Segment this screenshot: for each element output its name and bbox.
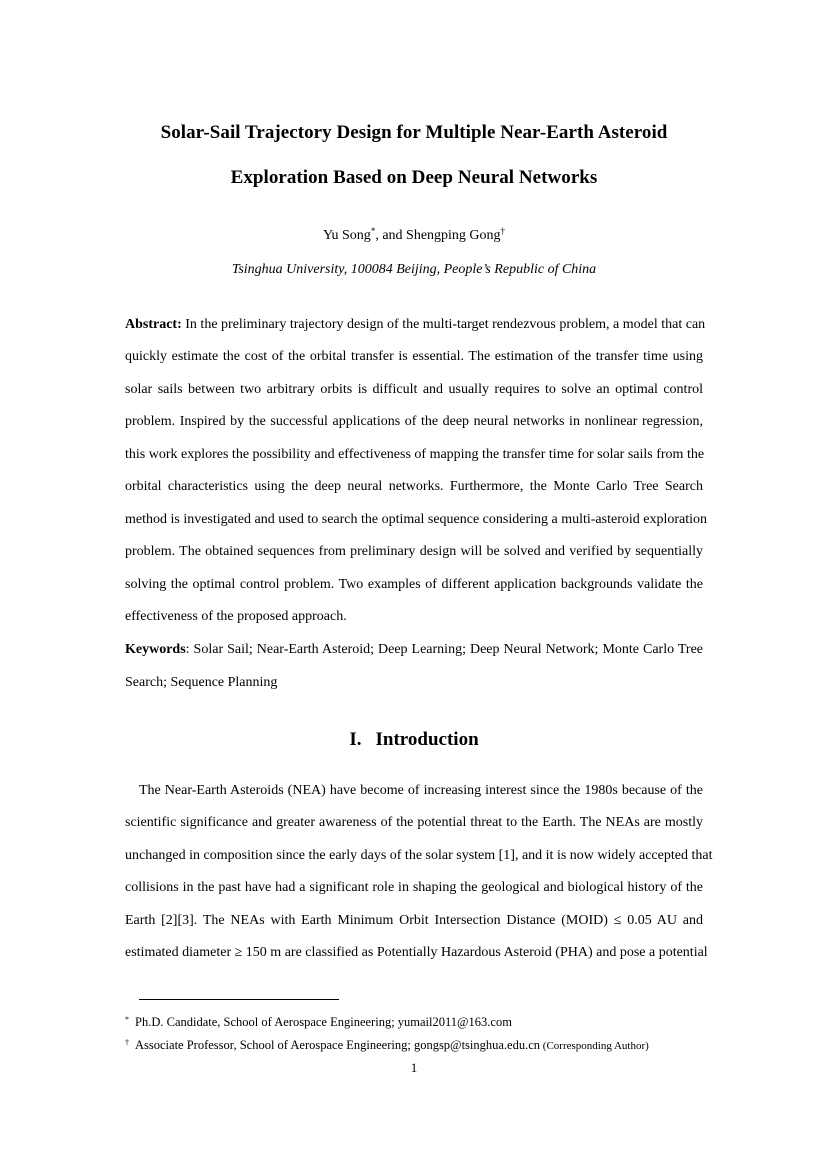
footnote-marker: * bbox=[370, 226, 376, 236]
paper-title-line-2: Exploration Based on Deep Neural Networks bbox=[230, 167, 598, 188]
keywords-label: Keywords bbox=[125, 642, 186, 657]
author-name: Shengping Gong bbox=[406, 228, 501, 243]
abstract-label: Abstract: bbox=[125, 317, 182, 332]
intro-line: unchanged in composition since the early days of the solar system [1], and it is now widely accepted that bbox=[125, 848, 713, 863]
paper-title-line-1: Solar-Sail Trajectory Design for Multiple Near-Earth Asteroid bbox=[160, 122, 668, 143]
footnote bbox=[125, 1038, 649, 1053]
keywords-text: : Solar Sail; Near-Earth Asteroid; Deep Learning; Deep Neural Network; Monte Carlo Tree bbox=[185, 642, 703, 657]
footnote-note: (Corresponding Author) bbox=[540, 1040, 649, 1052]
footnote-marker: † bbox=[500, 226, 506, 236]
abstract-line: orbital characteristics using the deep neural networks. Furthermore, the Monte Carlo Tree Search bbox=[125, 479, 703, 494]
section-title: Introduction bbox=[375, 729, 479, 750]
footnote-marker: † bbox=[125, 1038, 129, 1047]
keywords-line: Search; Sequence Planning bbox=[125, 675, 278, 690]
footnote-text: Ph.D. Candidate, School of Aerospace Engineering; yumail2011@163.com bbox=[135, 1015, 512, 1029]
footnote-separator bbox=[139, 999, 339, 1000]
abstract-line: problem. The obtained sequences from preliminary design will be solved and verified by sequentially bbox=[125, 544, 703, 559]
abstract-line bbox=[125, 316, 706, 334]
abstract-line: solving the optimal control problem. Two examples of different application backgrounds validate the bbox=[125, 577, 703, 592]
section-number: I. bbox=[349, 729, 362, 750]
intro-line: Earth [2][3]. The NEAs with Earth Minimum Orbit Intersection Distance (MOID) ≤ 0.05 AU and bbox=[125, 913, 703, 928]
section-heading bbox=[0, 729, 828, 751]
footnote-text: Associate Professor, School of Aerospace Engineering; gongsp@tsinghua.edu.cn bbox=[135, 1038, 541, 1052]
abstract-line: this work explores the possibility and effectiveness of mapping the transfer time for solar sails from the bbox=[125, 447, 705, 462]
page-number: 1 bbox=[410, 1060, 418, 1075]
abstract-text: In the preliminary trajectory design of the multi-target rendezvous problem, a model that can bbox=[181, 317, 706, 332]
footnote-marker: * bbox=[125, 1015, 129, 1024]
author-affiliation: Tsinghua University, 100084 Beijing, People’s Republic of China bbox=[231, 262, 597, 277]
intro-line: collisions in the past have had a significant role in shaping the geological and biological history of the bbox=[125, 880, 703, 895]
author-separator: , and bbox=[375, 228, 407, 243]
abstract-line: quickly estimate the cost of the orbital transfer is essential. The estimation of the transfer time using bbox=[125, 349, 703, 364]
abstract-line: solar sails between two arbitrary orbits is difficult and usually requires to solve an optimal control bbox=[125, 382, 703, 397]
abstract-line: problem. Inspired by the successful applications of the deep neural networks in nonlinear regression, bbox=[125, 414, 703, 429]
keywords-line bbox=[125, 641, 703, 659]
intro-line: The Near-Earth Asteroids (NEA) have become of increasing interest since the 1980s because of the bbox=[139, 783, 703, 798]
intro-line: estimated diameter ≥ 150 m are classified as Potentially Hazardous Asteroid (PHA) and pose a potential bbox=[125, 945, 708, 960]
intro-line: scientific significance and greater awareness of the potential threat to the Earth. The NEAs are mostly bbox=[125, 815, 703, 830]
footnote bbox=[125, 1015, 512, 1030]
abstract-line: effectiveness of the proposed approach. bbox=[125, 609, 347, 624]
author-list bbox=[0, 228, 828, 244]
author-name: Yu Song bbox=[322, 228, 371, 243]
abstract-line: method is investigated and used to search the optimal sequence considering a multi-asteroid exploration bbox=[125, 512, 708, 527]
